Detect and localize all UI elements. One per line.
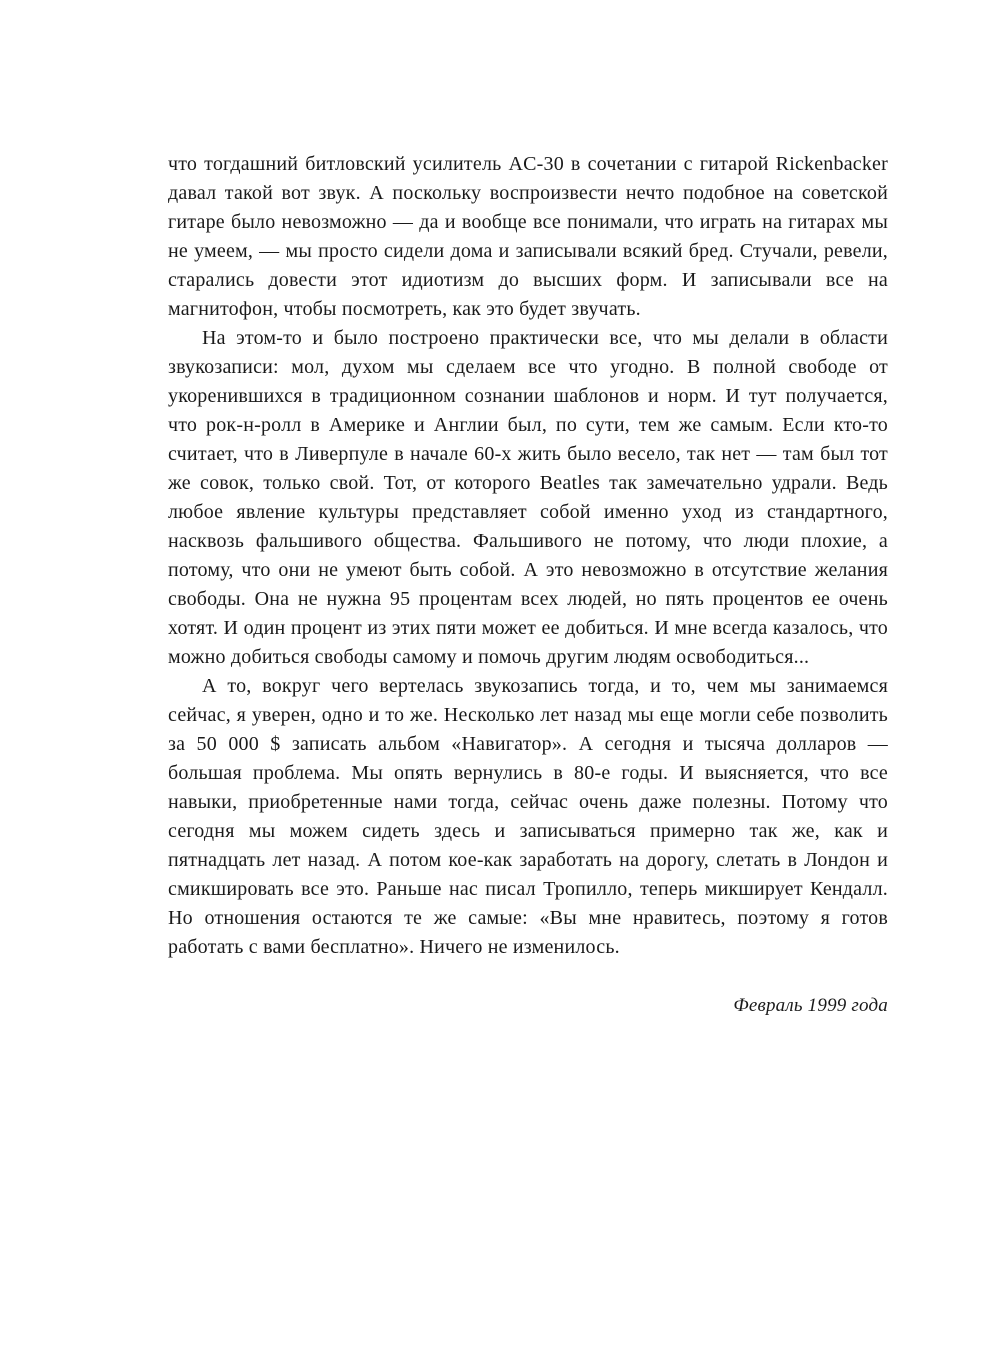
paragraph: На этом-то и было построено практически все, что мы делали в области звукозаписи: мол, духом мы сделаем все что угодно. В полной свободе от укоренившихся в традиционном сознании шаблонов и норм. И тут получается, что рок-н-ролл в Америке и Англии был, по сути, тем же самым. Если кто-то считает, что в Ливерпуле в начале 60-х жить было весело, так нет — там был тот же совок, только свой. Тот, от которого Beatles так замечательно удрали. Ведь любое явление культуры представляет собой именно уход из стандартного, насквозь фальшивого общества. Фальшивого не потому, что люди плохие, а потому, что они не умеют быть собой. А это невозможно в отсутствие желания свободы. Она не нужна 95 процентам всех людей, но пять процентов ее очень хотят. И один процент из этих пяти может ее добиться. И мне всегда казалось, что можно добиться свободы самому и помочь другим людям освободиться... (168, 327, 888, 668)
paragraph: А то, вокруг чего вертелась звукозапись тогда, и то, чем мы занимаемся сейчас, я уверен, одно и то же. Несколько лет назад мы еще могли себе позволить за 50 000 $ записать альбом «Навигатор». А сегодня и тысяча долларов — большая проблема. Мы опять вернулись в 80-е годы. И выясняется, что все навыки, приобретенные нами тогда, сейчас очень даже полезны. Потому что сегодня мы можем сидеть здесь и записываться примерно так же, как и пятнадцать лет назад. А потом кое-как заработать на дорогу, слетать в Лондон и смикшировать все это. Раньше нас писал Тропилло, теперь микширует Кендалл. Но отношения остаются те же самые: «Вы мне нравитесь, поэтому я готов работать с вами бесплатно». Ничего не изменилось. (168, 675, 888, 958)
paragraph: что тогдашний битловский усилитель AC-30 в сочетании с гитарой Rickenbacker давал такой вот звук. А поскольку воспроизвести нечто подобное на советской гитаре было невозможно — да и вообще все понимали, что играть на гитарах мы не умеем, — мы просто сидели дома и записывали всякий бред. Стучали, ревели, старались довести этот идиотизм до высших форм. И записывали все на магнитофон, чтобы посмотреть, как это будет звучать. (168, 153, 888, 320)
dateline: Февраль 1999 года (733, 995, 888, 1016)
body-text (168, 150, 888, 1020)
